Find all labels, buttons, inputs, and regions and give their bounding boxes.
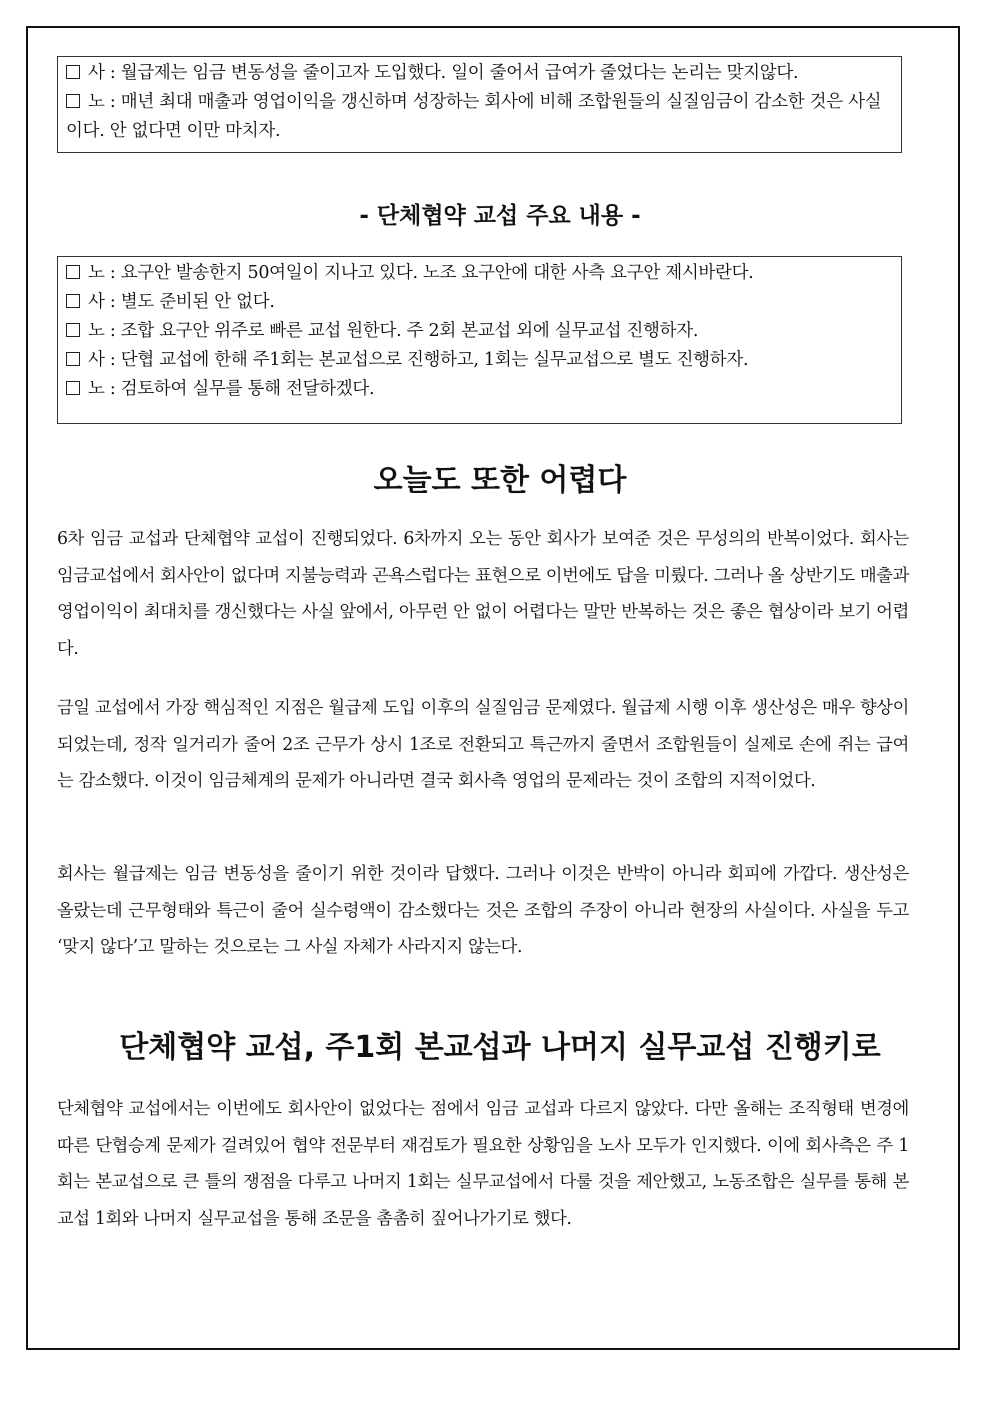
body-paragraph: 6차 임금 교섭과 단체협약 교섭이 진행되었다. 6차까지 오는 동안 회사가 보여준 것은 무성의의 반복이었다. 회사는 임금교섭에서 회사안이 없다며 지불능력과 곤욕스럽다는 표현으로 이번에도 답을 미뤘다. 그러나 올 상반기도 매출과 영업이익이 최대치를 갱신했다는 사실 앞에서, 아무런 안 없이 어렵다는 말만 반복하는 것은 좋은 협상이라 보기 어렵다.: [57, 529, 909, 659]
negotiation-summary-box: [57, 56, 902, 153]
body-paragraph: 단체협약 교섭에서는 이번에도 회사안이 없었다는 점에서 임금 교섭과 다르지 않았다. 다만 올해는 조직형태 변경에 따른 단협승계 문제가 걸려있어 협약 전문부터 재검토가 필요한 상황임을 노사 모두가 인지했다. 이에 회사측은 주 1회는 본교섭으로 큰 틀의 쟁점을 다루고 나머지 1회는 실무교섭에서 다룰 것을 제안했고, 노동조합은 실무를 통해 본교섭 1회와 나머지 실무교섭을 통해 조문을 촘촘히 짚어나가기로 했다.: [57, 1099, 909, 1229]
statement-line: 사 : 별도 준비된 안 없다.: [66, 288, 893, 317]
checkbox-icon: [66, 381, 80, 395]
checkbox-icon: [66, 323, 80, 337]
statement-line: 사 : 월급제는 임금 변동성을 줄이고자 도입했다. 일이 줄어서 급여가 줄었다는 논리는 맞지않다.: [66, 59, 893, 88]
statement-line: 노 : 요구안 발송한지 50여일이 지나고 있다. 노조 요구안에 대한 사측 요구안 제시바란다.: [66, 259, 893, 288]
checkbox-icon: [66, 94, 80, 108]
statement-line: 사 : 단협 교섭에 한해 주1회는 본교섭으로 진행하고, 1회는 실무교섭으로 별도 진행하자.: [66, 346, 893, 375]
checkbox-icon: [66, 352, 80, 366]
collective-agreement-box: [57, 256, 902, 424]
section-subheading: - 단체협약 교섭 주요 내용 -: [359, 203, 641, 229]
statement-line: 노 : 매년 최대 매출과 영업이익을 갱신하며 성장하는 회사에 비해 조합원들의 실질임금이 감소한 것은 사실이다. 안 없다면 이만 마치자.: [66, 92, 882, 141]
section-title: 단체협약 교섭, 주1회 본교섭과 나머지 실무교섭 진행키로: [119, 1030, 881, 1065]
statement-line: 노 : 검토하여 실무를 통해 전달하겠다.: [66, 375, 893, 404]
section-title: 오늘도 또한 어렵다: [373, 463, 627, 498]
body-paragraph: 회사는 월급제는 임금 변동성을 줄이기 위한 것이라 답했다. 그러나 이것은 반박이 아니라 회피에 가깝다. 생산성은 올랐는데 근무형태와 특근이 줄어 실수령액이 감소했다는 것은 조합의 주장이 아니라 현장의 사실이다. 사실을 두고 ‘맞지 않다’고 말하는 것으로는 그 사실 자체가 사라지지 않는다.: [57, 864, 909, 957]
checkbox-icon: [66, 65, 80, 79]
body-paragraph: 금일 교섭에서 가장 핵심적인 지점은 월급제 도입 이후의 실질임금 문제였다. 월급제 시행 이후 생산성은 매우 향상이 되었는데, 정작 일거리가 줄어 2조 근무가 상시 1조로 전환되고 특근까지 줄면서 조합원들이 실제로 손에 쥐는 급여는 감소했다. 이것이 임금체계의 문제가 아니라면 결국 회사측 영업의 문제라는 것이 조합의 지적이었다.: [57, 698, 909, 791]
checkbox-icon: [66, 265, 80, 279]
statement-line: 노 : 조합 요구안 위주로 빠른 교섭 원한다. 주 2회 본교섭 외에 실무교섭 진행하자.: [66, 317, 893, 346]
checkbox-icon: [66, 294, 80, 308]
